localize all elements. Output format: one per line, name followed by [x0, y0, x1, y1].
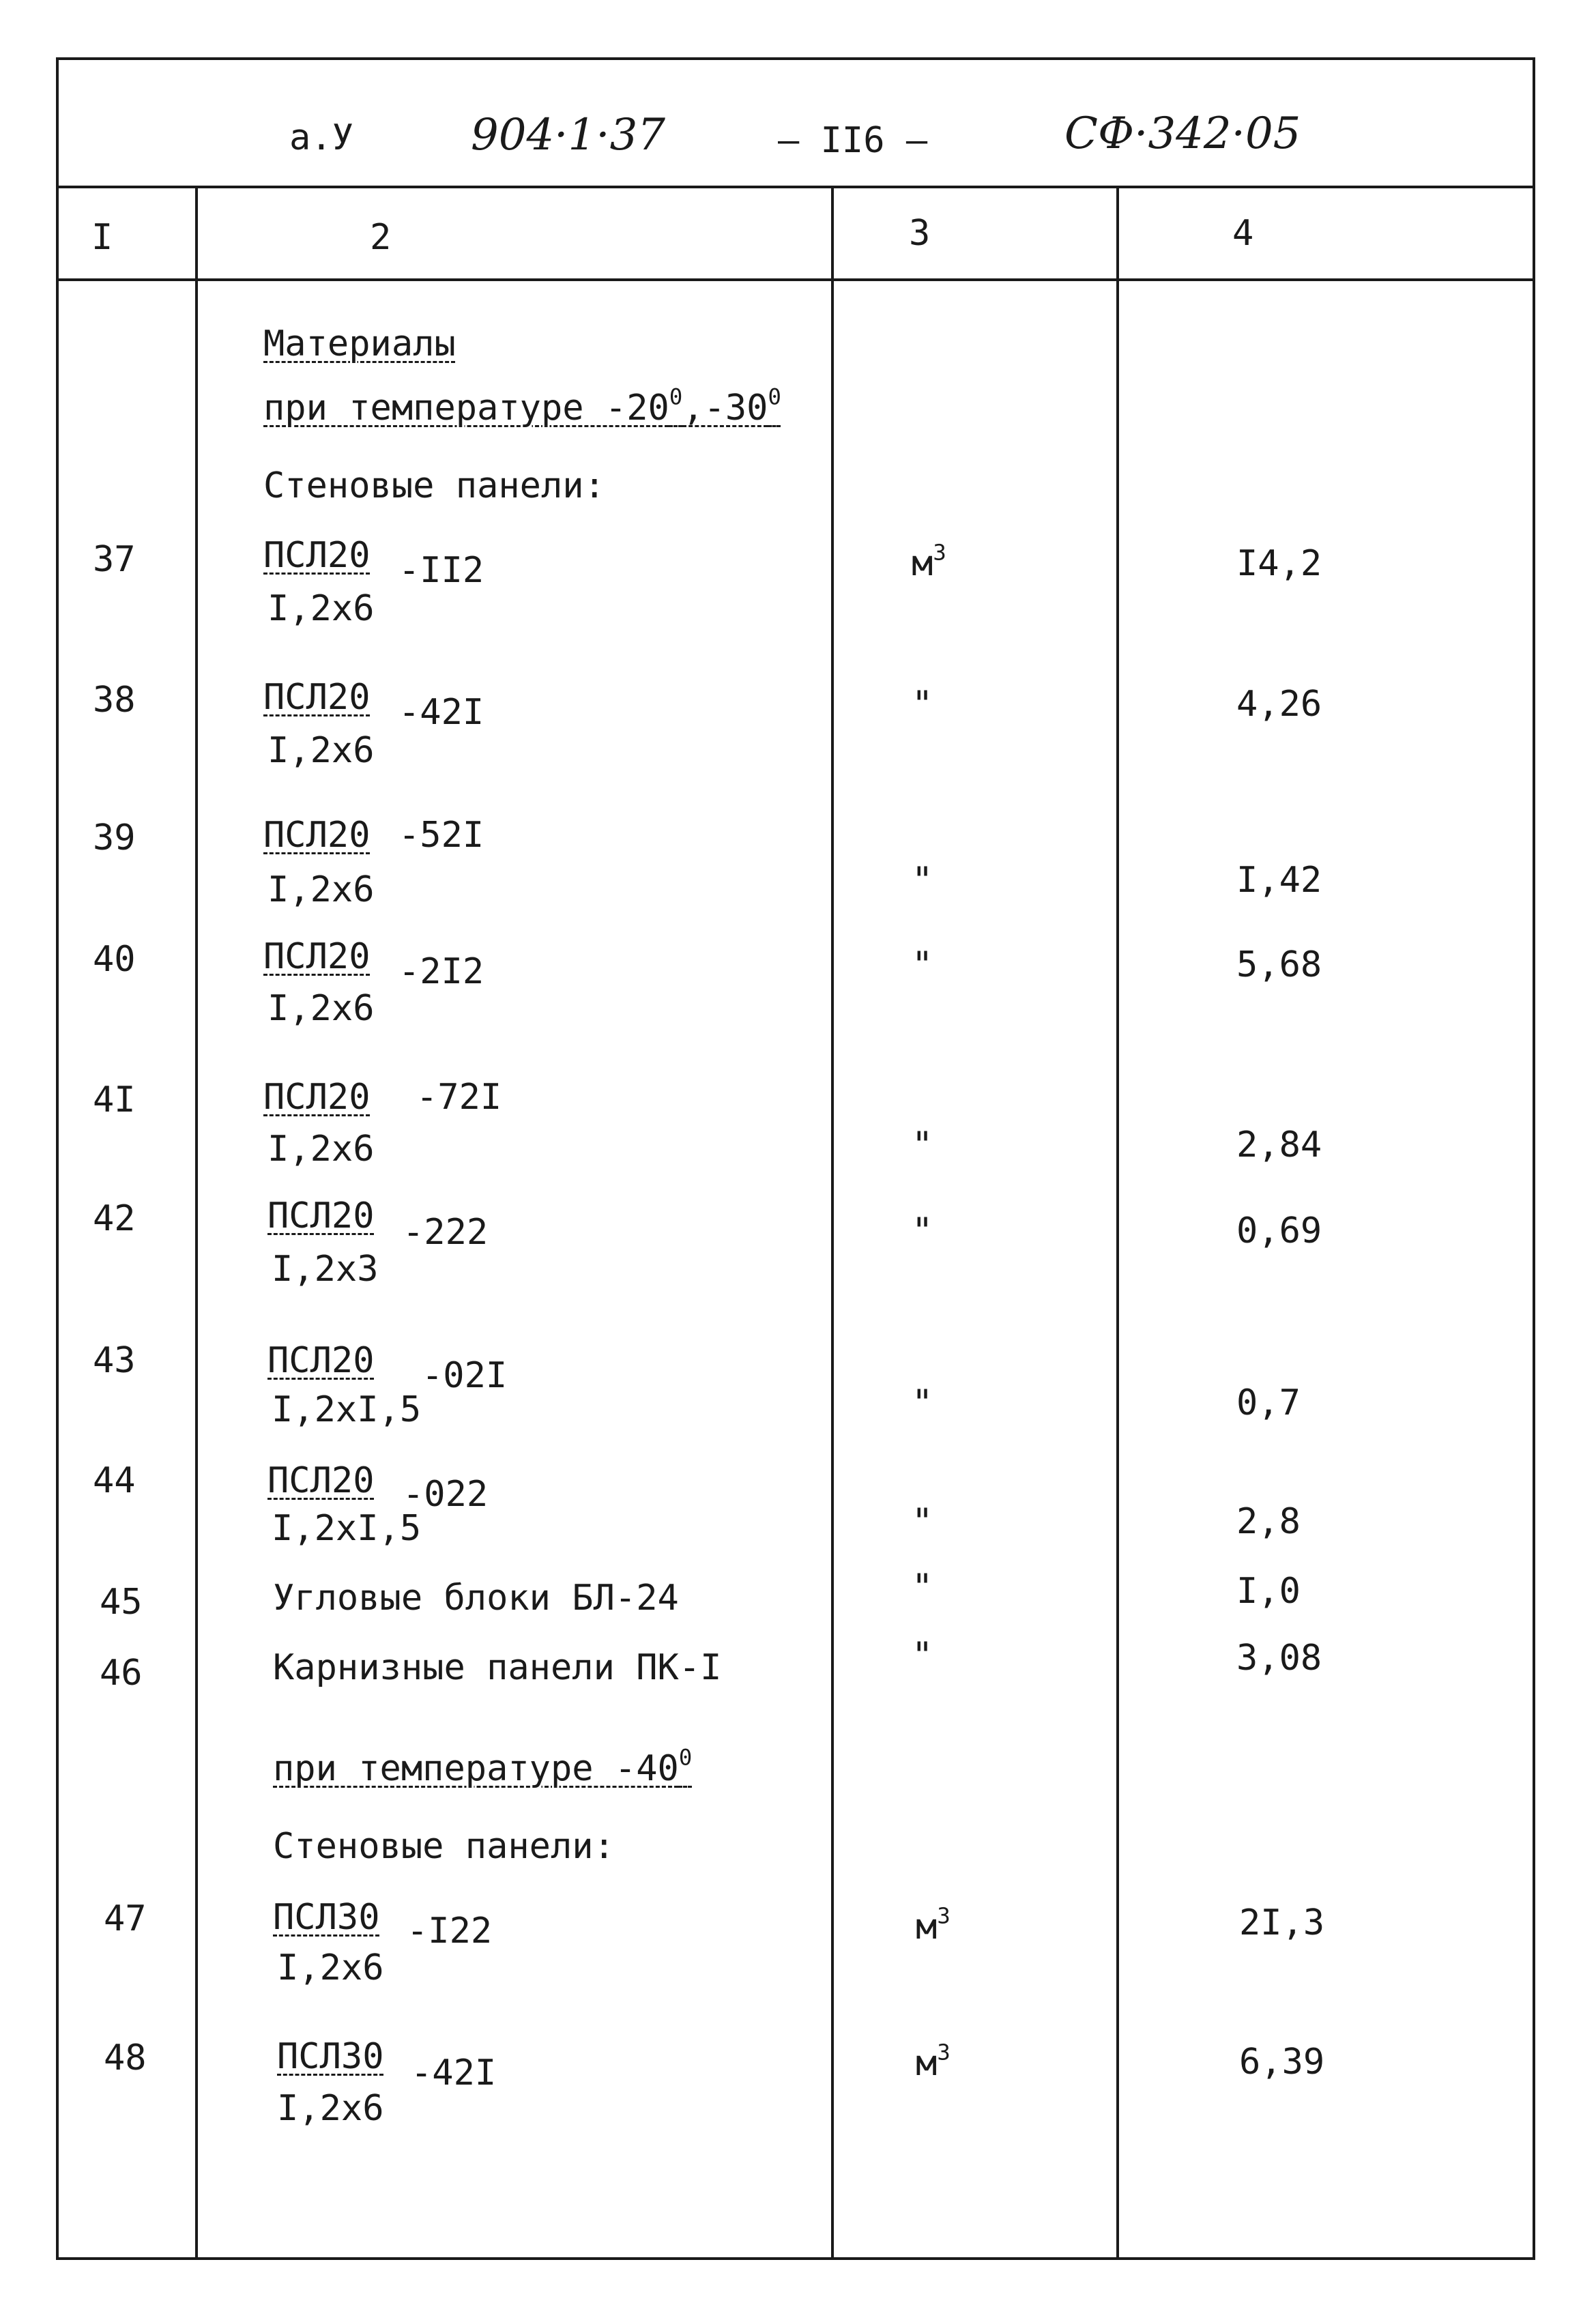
- quantity: 0,69: [1236, 1211, 1322, 1251]
- column-header-3: 3: [909, 213, 931, 254]
- column-header-4: 4: [1232, 213, 1254, 254]
- panel-suffix: -022: [403, 1474, 489, 1515]
- quantity: 3,08: [1236, 1638, 1322, 1679]
- page-number: – II6 –: [778, 120, 928, 161]
- row-number: 47: [104, 1898, 147, 1939]
- quantity: 5,68: [1236, 944, 1322, 985]
- panel-suffix: -42I: [398, 692, 484, 733]
- unit: ": [912, 684, 933, 725]
- panel-mark: ПСЛ20: [267, 1460, 375, 1501]
- panel-mark: ПСЛ20: [267, 1195, 375, 1236]
- panel-mark: ПСЛ20: [263, 936, 371, 977]
- row-number: 4I: [93, 1079, 136, 1120]
- unit: ": [912, 860, 933, 901]
- quantity: I,0: [1236, 1571, 1301, 1612]
- quantity: I4,2: [1236, 543, 1322, 584]
- unit: ": [912, 1567, 933, 1608]
- panel-mark: ПСЛ20: [263, 535, 371, 576]
- panel-suffix: -222: [403, 1212, 489, 1253]
- panel-mark: ПСЛ30: [273, 1897, 380, 1938]
- column-header-divider: [56, 278, 1535, 281]
- item-label: Угловые блоки БЛ-24: [273, 1578, 679, 1619]
- panel-size: I,2x6: [277, 1947, 384, 1988]
- quantity: 0,7: [1236, 1382, 1301, 1423]
- header-prefix: а.У: [289, 117, 353, 158]
- wall-panels-heading-2: Стеновые панели:: [273, 1826, 615, 1867]
- panel-size: I,2xI,5: [272, 1389, 422, 1430]
- panel-mark: ПСЛ20: [263, 815, 371, 856]
- quantity: 2,84: [1236, 1125, 1322, 1165]
- panel-size: I,2x6: [267, 730, 375, 771]
- unit: ": [912, 1635, 933, 1676]
- unit: ": [912, 944, 933, 985]
- panel-size: I,2x6: [267, 988, 375, 1029]
- row-number: 43: [93, 1340, 136, 1381]
- sheet-code: СФ·342·05: [1064, 108, 1301, 159]
- panel-suffix: -72I: [416, 1077, 502, 1118]
- column-divider-1: [195, 186, 198, 2260]
- temperature-heading-1: при температуре $-20^0,-30^0$: [263, 383, 781, 429]
- column-header-1: I: [91, 217, 113, 258]
- column-divider-2: [831, 186, 834, 2260]
- panel-mark: ПСЛ20: [267, 1340, 375, 1381]
- quantity: 4,26: [1236, 684, 1322, 725]
- wall-panels-heading-1: Стеновые панели:: [263, 465, 605, 506]
- unit: ": [912, 1125, 933, 1165]
- panel-size: I,2x6: [277, 2088, 384, 2129]
- row-number: 45: [100, 1582, 143, 1623]
- quantity: 2,8: [1236, 1501, 1301, 1542]
- row-number: 40: [93, 939, 136, 980]
- project-code: 904·1·37: [471, 110, 665, 160]
- temperature-heading-2: при температуре $-40^0$: [273, 1744, 693, 1789]
- panel-suffix: -42I: [411, 2053, 497, 2093]
- panel-size: I,2xI,5: [272, 1508, 422, 1549]
- row-number: 48: [104, 2038, 147, 2078]
- panel-size: I,2x3: [272, 1249, 379, 1290]
- panel-suffix: -I22: [407, 1911, 493, 1952]
- unit: ": [912, 1211, 933, 1251]
- unit: $м^3$: [912, 539, 946, 584]
- quantity: 6,39: [1239, 2042, 1325, 2083]
- column-header-2: 2: [370, 217, 392, 258]
- item-label: Карнизные панели ПК-I: [273, 1647, 722, 1688]
- row-number: 37: [93, 539, 136, 580]
- panel-size: I,2x6: [267, 869, 375, 910]
- row-number: 42: [93, 1198, 136, 1239]
- unit: ": [912, 1382, 933, 1423]
- unit: $м^3$: [916, 1902, 951, 1947]
- quantity: I,42: [1236, 860, 1322, 901]
- panel-suffix: -52I: [398, 815, 484, 856]
- row-number: 44: [93, 1460, 136, 1501]
- panel-suffix: -2I2: [398, 951, 484, 992]
- panel-mark: ПСЛ20: [263, 677, 371, 718]
- quantity: 2I,3: [1239, 1902, 1325, 1943]
- panel-suffix: -02I: [422, 1355, 508, 1396]
- row-number: 38: [93, 680, 136, 721]
- unit: $м^3$: [916, 2039, 951, 2084]
- row-number: 39: [93, 817, 136, 858]
- unit: ": [912, 1501, 933, 1542]
- panel-size: I,2x6: [267, 1129, 375, 1170]
- header-divider: [56, 186, 1535, 188]
- row-number: 46: [100, 1653, 143, 1694]
- panel-mark: ПСЛ20: [263, 1077, 371, 1118]
- panel-mark: ПСЛ30: [277, 2036, 384, 2077]
- panel-suffix: -II2: [398, 550, 484, 591]
- panel-size: I,2x6: [267, 588, 375, 629]
- materials-title: Материалы: [263, 323, 456, 364]
- column-divider-3: [1116, 186, 1119, 2260]
